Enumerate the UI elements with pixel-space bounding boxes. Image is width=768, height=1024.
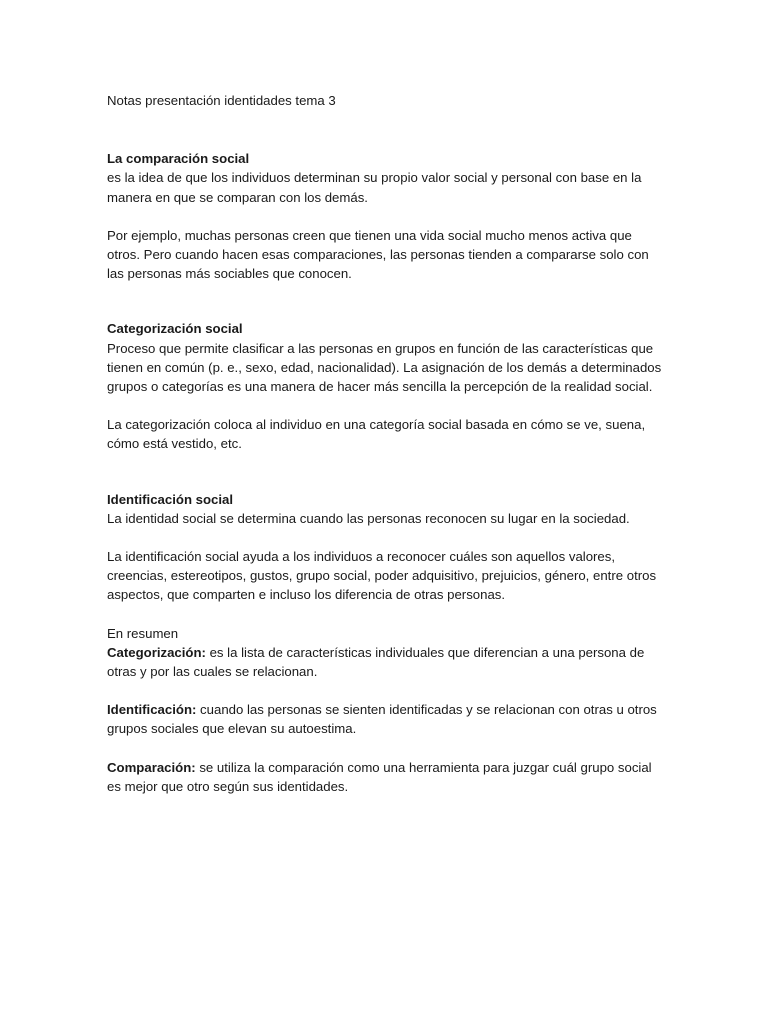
section-heading: Identificación social [107,491,234,507]
section-comparacion-social [107,149,667,283]
section-heading: La comparación social [107,151,250,167]
section-paragraph: Por ejemplo, muchas personas creen que tienen una vida social mucho menos activa que otros. Pero cuando hacen esas comparaciones, las personas tienden a compararse solo con las personas más sociables que conocen. [107,227,649,282]
document-page [107,91,667,796]
section-paragraph: La categorización coloca al individuo en una categoría social basada en cómo se ve, suena, cómo está vestido, etc. [107,417,646,452]
section-heading: Categorización social [107,321,243,337]
summary-text: es la lista de características individuales que diferencian a una persona de otras y por las cuales se relacionan. [107,644,645,680]
summary-term: Categorización: [107,644,206,660]
summary-item-categorizacion [107,643,667,681]
summary-term: Identificación: [107,702,197,718]
section-paragraph: La identidad social se determina cuando las personas reconocen su lugar en la sociedad. [107,510,630,526]
section-paragraph: La identificación social ayuda a los individuos a reconocer cuáles son aquellos valores, creencias, estereotipos, gustos, grupo social, poder adquisitivo, prejuicios, género, entre otros aspectos, que comparten e incluso los diferencia de otras personas. [107,549,657,603]
summary-term: Comparación: [107,759,196,775]
summary-item-comparacion [107,758,667,796]
summary-section [107,624,667,796]
section-identificacion-social [107,490,667,605]
summary-intro: En resumen [107,625,179,641]
summary-item-identificacion [107,700,667,738]
section-paragraph: es la idea de que los individuos determinan su propio valor social y personal con base en la manera en que se comparan con los demás. [107,170,642,205]
summary-text: cuando las personas se sienten identificadas y se relacionan con otras u otros grupos sociales que elevan su autoestima. [107,702,657,737]
summary-text: se utiliza la comparación como una herramienta para juzgar cuál grupo social es mejor que otro según sus identidades. [107,759,652,794]
section-categorizacion-social [107,319,667,453]
section-paragraph: Proceso que permite clasificar a las personas en grupos en función de las características que tienen en común (p. e., sexo, edad, nacionalidad). La asignación de los demás a determinados grupos o categorías es una manera de hacer más sencilla la percepción de la realidad social. [107,340,662,395]
document-title: Notas presentación identidades tema 3 [107,93,336,108]
